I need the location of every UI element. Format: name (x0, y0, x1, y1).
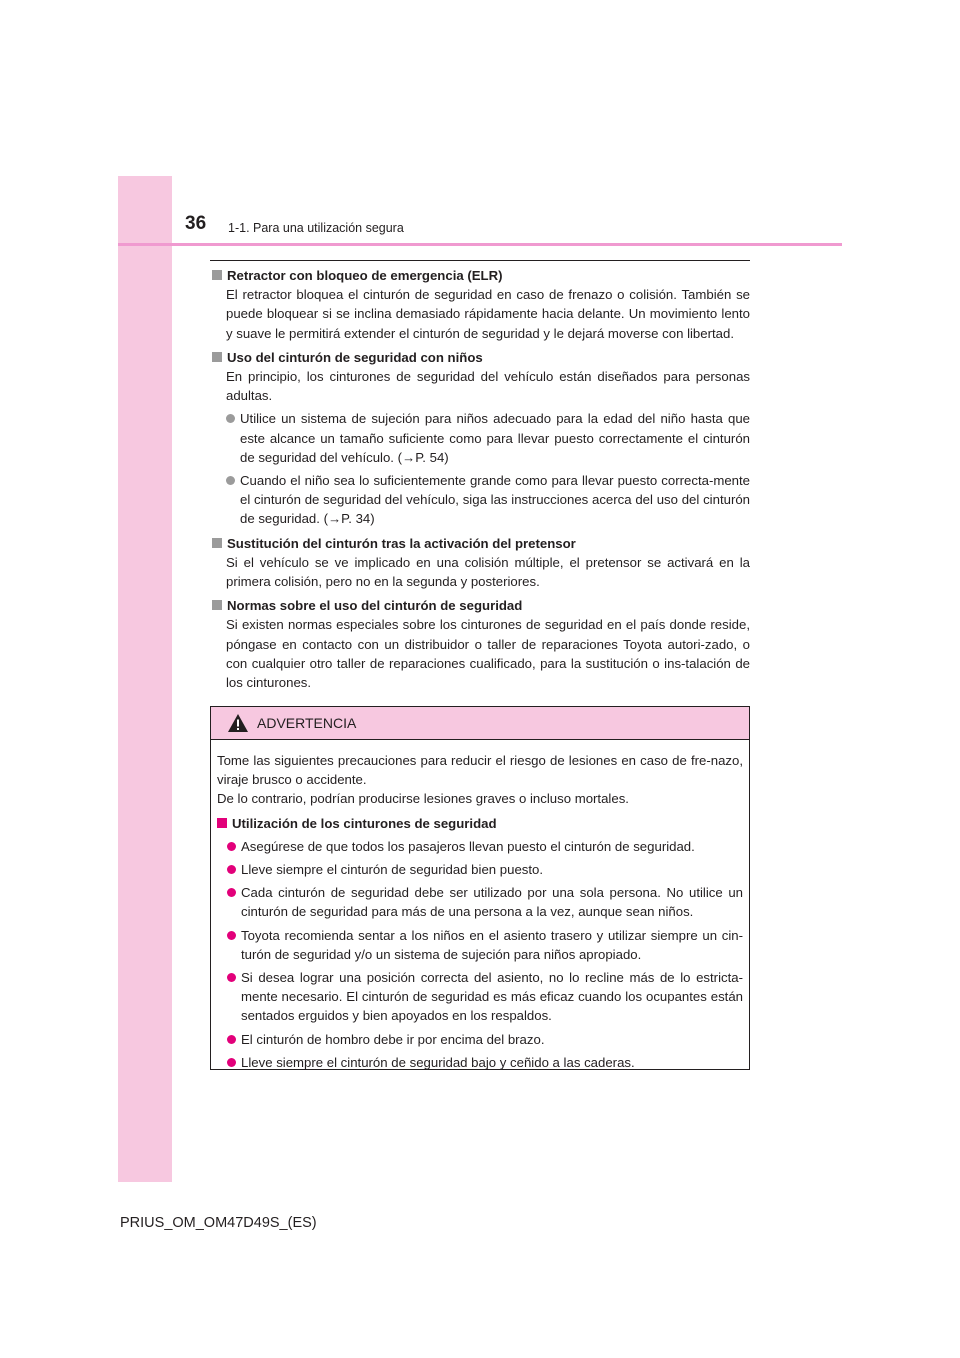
warning-triangle-icon (227, 713, 249, 733)
section-text: El retractor bloquea el cinturón de seguridad en caso de frenazo o colisión. También se puede bloquear si se inclina demasiado rápidamente hacia delante. Un movimiento lento y suave le permitirá extender el cinturón de seguridad y le dejará moverse con libertad. (226, 287, 750, 341)
bullet-dot-icon (227, 1035, 236, 1044)
section-regulations (210, 596, 750, 692)
bullet-text: Si desea lograr una posición correcta del asiento, no lo recline más de lo estricta-mente necesario. El cinturón de seguridad es más eficaz cuando los ocupantes están sentados erguidos y bien apoyados en los respaldos. (241, 970, 743, 1024)
section-text: En principio, los cinturones de seguridad del vehículo están diseñados para personas adultas. (226, 369, 750, 404)
bullet-text: Lleve siempre el cinturón de seguridad bajo y ceñido a las caderas. (241, 1054, 635, 1070)
list-item (227, 968, 743, 1026)
list-item (227, 883, 743, 921)
section-text: Si existen normas especiales sobre los cinturones de seguridad en el país donde reside, póngase en contacto con un distribuidor o taller de reparaciones Toyota autori-zado, o con cualquier otro taller de reparaciones cualificado, para la sustitución o ins-talación de los cinturones. (226, 617, 750, 691)
list-item (226, 471, 750, 529)
content-top-rule (210, 260, 750, 261)
warning-subheading: Utilización de los cinturones de seguridad (232, 815, 497, 831)
bullet-text: El cinturón de hombro debe ir por encima del brazo. (241, 1031, 545, 1047)
square-marker-icon (212, 270, 222, 280)
section-heading: Retractor con bloqueo de emergencia (ELR) (227, 268, 503, 283)
section-heading: Normas sobre el uso del cinturón de seguridad (227, 598, 523, 614)
footer-code: PRIUS_OM_OM47D49S_(ES) (120, 1215, 317, 1231)
bullet-dot-icon (226, 476, 235, 485)
list-item (227, 926, 743, 964)
section-pretensioner (210, 534, 750, 592)
section-children (210, 348, 750, 529)
warning-intro-text: De lo contrario, podrían producirse lesiones graves o incluso mortales. (217, 791, 629, 807)
section-heading: Uso del cinturón de seguridad con niños (227, 349, 483, 365)
section-heading: Sustitución del cinturón tras la activación del pretensor (227, 535, 576, 551)
bullet-text: Cuando el niño sea lo suficientemente grande como para llevar puesto correcta-mente el cinturón de seguridad del vehículo, siga las instrucciones acerca del uso del cinturón de seguridad. (→P. 34) (240, 473, 750, 527)
bullet-text: Lleve siempre el cinturón de seguridad bien puesto. (241, 862, 544, 878)
square-marker-icon (217, 818, 227, 828)
square-marker-icon (212, 352, 222, 362)
bullet-dot-icon (227, 973, 236, 982)
list-item (227, 1030, 743, 1049)
bullet-text: Asegúrese de que todos los pasajeros llevan puesto el cinturón de seguridad. (241, 838, 695, 854)
bullet-text: Utilice un sistema de sujeción para niños adecuado para la edad del niño hasta que este alcance un tamaño suficiente como para llevar puesto correctamente el cinturón de seguridad del vehículo. (→P. 54) (240, 411, 750, 465)
warning-body (211, 740, 749, 1072)
warning-header (211, 707, 749, 740)
list-item (227, 860, 743, 879)
bullet-text: Cada cinturón de seguridad debe ser utilizado por una sola persona. No utilice un cinturón de seguridad para más de una persona a la vez, aunque sean niños. (241, 885, 743, 920)
bullet-dot-icon (227, 931, 236, 940)
header-rule (118, 243, 842, 246)
warning-title: ADVERTENCIA (257, 715, 357, 731)
bullet-dot-icon (227, 888, 236, 897)
square-marker-icon (212, 600, 222, 610)
list-item (227, 837, 743, 856)
bullet-dot-icon (227, 865, 236, 874)
section-text: Si el vehículo se ve implicado en una colisión múltiple, el pretensor se activará en la primera colisión, pero no en la segunda y posteriores. (226, 554, 750, 590)
bullet-dot-icon (227, 1058, 236, 1067)
warning-intro-text: Tome las siguientes precauciones para reducir el riesgo de lesiones en caso de fre-nazo, viraje brusco o accidente. (217, 753, 743, 788)
list-item (227, 1053, 743, 1072)
section-title: 1-1. Para una utilización segura (228, 221, 404, 235)
page-number: 36 (185, 213, 207, 234)
list-item (226, 409, 750, 467)
bullet-dot-icon (227, 842, 236, 851)
bullet-dot-icon (226, 414, 235, 423)
section-elr (210, 266, 750, 343)
warning-box (210, 706, 750, 1070)
square-marker-icon (212, 538, 222, 548)
side-color-band (118, 176, 172, 1182)
bullet-text: Toyota recomienda sentar a los niños en el asiento trasero y utilizar siempre un cin-turón de seguridad y/o un sistema de sujeción para niños apropiado. (241, 927, 743, 962)
main-content (210, 266, 750, 697)
